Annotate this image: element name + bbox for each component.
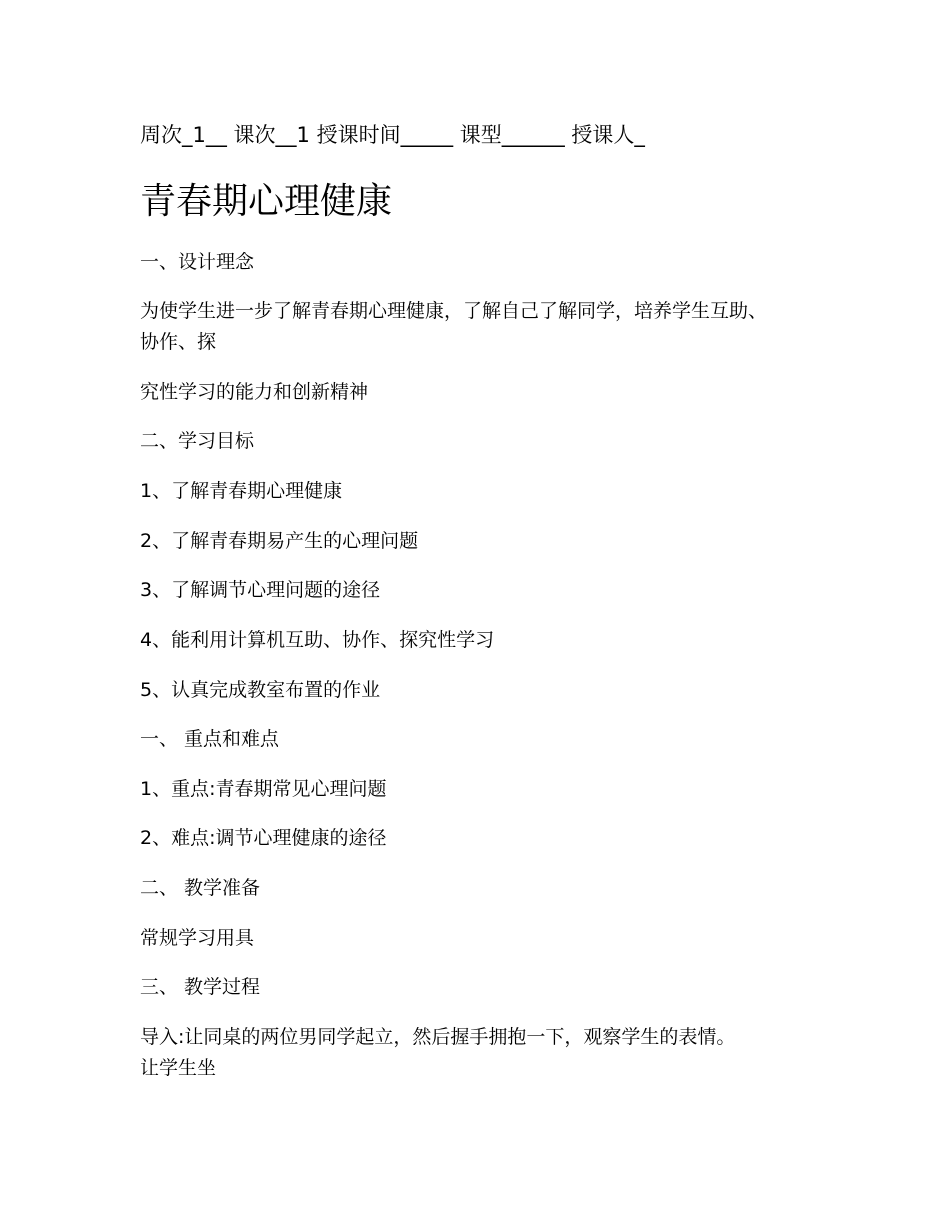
key-point-item: 2、难点:调节心理健康的途径 xyxy=(140,827,387,849)
goal-item: 3、了解调节心理问题的途径 xyxy=(140,579,381,601)
design-paragraph-line-1: 为使学生进一步了解青春期心理健康，了解自己了解同学，培养学生互助、 xyxy=(140,300,768,322)
goal-item: 1、了解青春期心理健康 xyxy=(140,480,343,502)
section-heading-key-points: 一、 重点和难点 xyxy=(140,728,280,750)
section-heading-preparation: 二、 教学准备 xyxy=(140,877,261,899)
key-point-item: 1、重点:青春期常见心理问题 xyxy=(140,778,387,800)
lesson-meta-line: 周次_1__ 课次__1 授课时间_____ 课型______ 授课人_ xyxy=(140,123,645,147)
design-paragraph-line-3: 究性学习的能力和创新精神 xyxy=(140,381,369,403)
goal-item: 4、能利用计算机互助、协作、探究性学习 xyxy=(140,629,495,651)
document-title: 青春期心理健康 xyxy=(140,181,393,222)
goal-item: 5、认真完成教室布置的作业 xyxy=(140,679,381,701)
section-heading-goals: 二、学习目标 xyxy=(140,430,255,452)
process-paragraph-line-1: 导入:让同桌的两位男同学起立，然后握手拥抱一下，观察学生的表情。 xyxy=(140,1026,736,1048)
preparation-text: 常规学习用具 xyxy=(140,927,255,949)
section-heading-process: 三、 教学过程 xyxy=(140,976,261,998)
design-paragraph-line-2: 协作、探 xyxy=(140,331,217,353)
goal-item: 2、了解青春期易产生的心理问题 xyxy=(140,530,419,552)
process-paragraph-line-2: 让学生坐 xyxy=(140,1057,217,1079)
section-heading-design: 一、设计理念 xyxy=(140,251,255,273)
